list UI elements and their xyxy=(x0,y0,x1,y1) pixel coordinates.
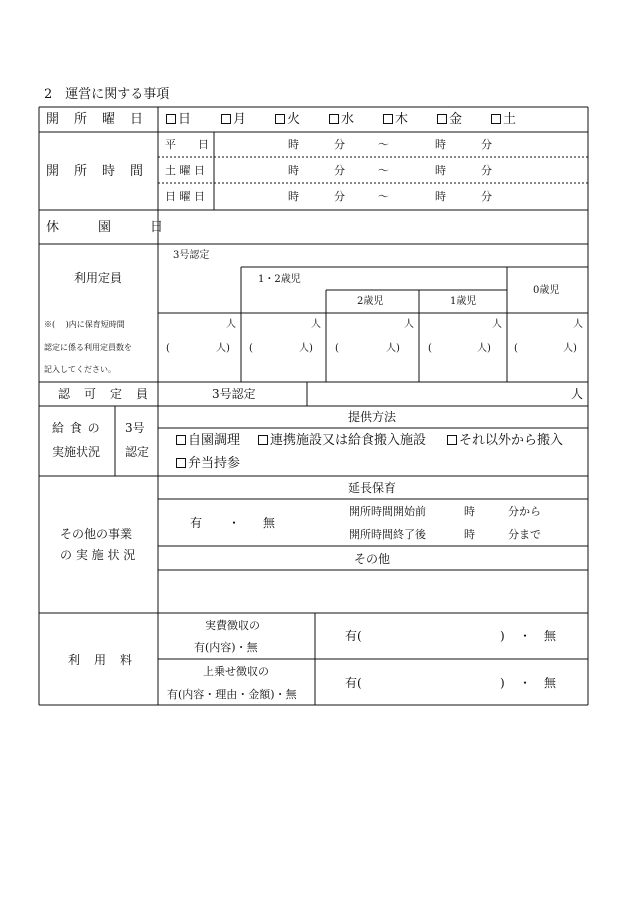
capacity-note: 認定に係る利用定員数を xyxy=(44,343,132,352)
paren-open: ( xyxy=(514,343,518,354)
hour-unit: 時 xyxy=(288,190,299,203)
minute-unit: 分 xyxy=(334,164,345,177)
cert3-heading: 3号認定 xyxy=(173,250,210,261)
hour-unit: 時 xyxy=(464,505,475,518)
from-label: 分から xyxy=(508,505,541,518)
hour-unit: 時 xyxy=(288,138,299,151)
age1-heading: 1歳児 xyxy=(450,296,477,307)
meals-label: 給 食 の xyxy=(52,421,101,435)
section-title: 2 運営に関する事項 xyxy=(44,87,170,102)
option-other-delivery[interactable]: それ以外から搬入 xyxy=(447,434,563,447)
hour-unit: 時 xyxy=(435,164,446,177)
paren-close: 人) xyxy=(386,343,400,354)
meals-cert: 3号 xyxy=(125,421,145,435)
checkbox-icon xyxy=(176,458,186,468)
actual-fee-yes: 有( xyxy=(345,629,362,643)
day-checkbox-thu[interactable]: 木 xyxy=(383,113,408,126)
extended-title: 延長保育 xyxy=(348,481,397,495)
actual-fee-no: 無 xyxy=(544,629,557,643)
fees-label: 利 用 料 xyxy=(68,653,134,667)
actual-fee-dot: ・ xyxy=(519,629,532,643)
checkbox-icon xyxy=(258,435,268,445)
meals-label: 実施状況 xyxy=(52,445,101,459)
checkbox-icon xyxy=(176,435,186,445)
checkbox-icon xyxy=(447,435,457,445)
extended-no: 無 xyxy=(263,516,276,530)
method-title: 提供方法 xyxy=(348,410,397,424)
extra-fee-dot: ・ xyxy=(519,676,532,690)
unit-label: 人 xyxy=(226,319,236,330)
day-checkbox-fri[interactable]: 金 xyxy=(437,113,462,126)
paren-close: 人) xyxy=(477,343,491,354)
checkbox-icon xyxy=(166,114,176,124)
extended-dot: ・ xyxy=(228,516,241,530)
day-checkbox-sat[interactable]: 土 xyxy=(491,113,516,126)
minute-unit: 分 xyxy=(481,138,492,151)
tilde: ～ xyxy=(378,190,389,203)
meals-cert: 認定 xyxy=(125,445,150,459)
hour-unit: 時 xyxy=(288,164,299,177)
paren-close: 人) xyxy=(563,343,577,354)
day-checkbox-mon[interactable]: 月 xyxy=(221,113,246,126)
other-label: の 実 施 状 況 xyxy=(60,548,136,562)
option-self-cooking[interactable]: 自園調理 xyxy=(176,434,240,447)
hour-unit: 時 xyxy=(435,190,446,203)
opening-days-label: 開 所 曜 日 xyxy=(46,112,145,127)
minute-unit: 分 xyxy=(481,190,492,203)
extra-fee-label: 上乗せ徴収の xyxy=(203,665,269,678)
age0-heading: 0歳児 xyxy=(533,285,560,296)
extra-fee-no: 無 xyxy=(544,676,557,690)
holidays-label: 休 園 日 xyxy=(46,220,164,235)
capacity-note: 記入してください。 xyxy=(44,365,116,374)
actual-fee-label: 実費徴収の xyxy=(205,619,260,632)
age2-heading: 2歳児 xyxy=(357,296,384,307)
hour-unit: 時 xyxy=(464,528,475,541)
unit-label: 人 xyxy=(571,387,584,401)
checkbox-icon xyxy=(275,114,285,124)
opening-hours-label: 開 所 時 間 xyxy=(46,164,145,179)
day-checkbox-sun[interactable]: 日 xyxy=(166,113,191,126)
paren-open: ( xyxy=(335,343,339,354)
checkbox-icon xyxy=(383,114,393,124)
paren-open: ( xyxy=(428,343,432,354)
option-packed-lunch[interactable]: 弁当持参 xyxy=(176,457,240,470)
unit-label: 人 xyxy=(573,319,583,330)
paren-open: ( xyxy=(249,343,253,354)
unit-label: 人 xyxy=(404,319,414,330)
day-checkbox-tue[interactable]: 火 xyxy=(275,113,300,126)
paren-close: 人) xyxy=(299,343,313,354)
hour-unit: 時 xyxy=(435,138,446,151)
minute-unit: 分 xyxy=(334,190,345,203)
age12-heading: 1・2歳児 xyxy=(258,274,301,285)
saturday-label: 土 曜 日 xyxy=(165,164,205,177)
paren-open: ( xyxy=(166,343,170,354)
paren-close: 人) xyxy=(216,343,230,354)
other-label: その他の事業 xyxy=(60,527,133,541)
actual-fee-label: 有(内容)・無 xyxy=(194,641,258,654)
option-partner-facility[interactable]: 連携施設又は給食搬入施設 xyxy=(258,434,426,447)
capacity-label: 利用定員 xyxy=(74,271,123,285)
extra-fee-yes: 有( xyxy=(345,676,362,690)
extra-fee-close: ) xyxy=(500,676,505,690)
tilde: ～ xyxy=(378,138,389,151)
checkbox-icon xyxy=(221,114,231,124)
other-title: その他 xyxy=(354,552,391,566)
extra-fee-label: 有(内容・理由・金額)・無 xyxy=(167,688,297,701)
weekday-label: 平 日 xyxy=(165,138,209,151)
approved-label: 認 可 定 員 xyxy=(58,387,150,401)
after-label: 開所時間終了後 xyxy=(349,528,426,541)
unit-label: 人 xyxy=(492,319,502,330)
unit-label: 人 xyxy=(311,319,321,330)
minute-unit: 分 xyxy=(334,138,345,151)
actual-fee-close: ) xyxy=(500,629,505,643)
checkbox-icon xyxy=(329,114,339,124)
approved-cert3: 3号認定 xyxy=(212,387,256,401)
capacity-note: ※( )内に保育短時間 xyxy=(44,320,125,329)
checkbox-icon xyxy=(437,114,447,124)
until-label: 分まで xyxy=(508,528,541,541)
extended-yes: 有 xyxy=(190,516,203,530)
tilde: ～ xyxy=(378,164,389,177)
before-label: 開所時間開始前 xyxy=(349,505,426,518)
minute-unit: 分 xyxy=(481,164,492,177)
checkbox-icon xyxy=(491,114,501,124)
sunday-label: 日 曜 日 xyxy=(165,190,205,203)
day-checkbox-wed[interactable]: 水 xyxy=(329,113,354,126)
